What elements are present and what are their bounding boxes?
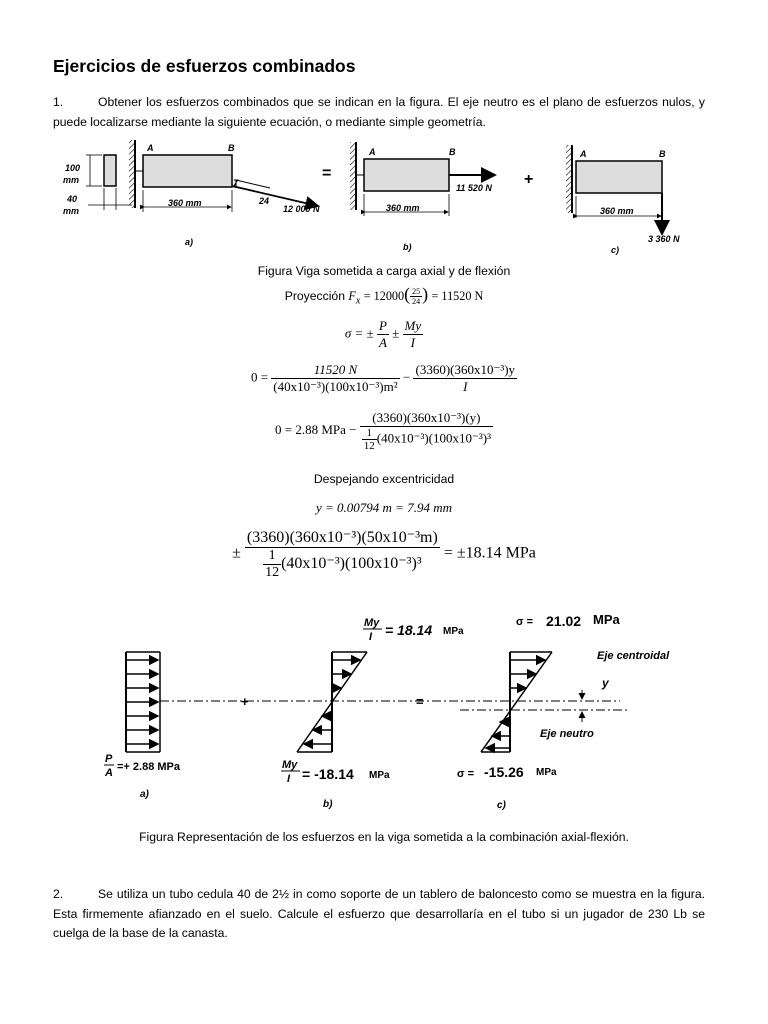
figure-2-caption: Figura Representación de los esfuerzos en la viga sometida a la combinación axial-flexión. xyxy=(139,830,629,844)
y-dimension: y xyxy=(602,676,609,690)
my-over-i xyxy=(403,318,424,351)
eq2-frac1 xyxy=(271,362,399,395)
plus-minus: ± xyxy=(392,325,400,341)
eje-neutro: Eje neutro xyxy=(540,728,594,740)
exercise-1-text: Obtener los esfuerzos combinados que se indican en la figura. El eje neutro es el plano de esfuerzos nulos, y puede localizarse mediante la siguiente ecuación, o mediante simple geometría. xyxy=(53,95,705,129)
fx-subscript: x xyxy=(355,295,361,307)
eq5-den-frac-den: 12 xyxy=(265,565,280,580)
label-b-2: B xyxy=(449,147,456,157)
exercise-2-statement xyxy=(53,885,705,944)
label-b-1: B xyxy=(228,143,235,153)
label-b-3: B xyxy=(659,149,666,159)
projection-equation: Proyección $F_x = 12000$( $\frac{25}{24}$ ) = 11520 N xyxy=(284,284,484,307)
bending-stress-triangle xyxy=(297,652,367,752)
sigma-lhs: σ = ± xyxy=(344,325,374,341)
eje-centroidal: Eje centroidal xyxy=(597,650,670,662)
plus-sign-2: + xyxy=(241,694,249,709)
neutral-axis-equation xyxy=(0,362,768,395)
plus-sign: + xyxy=(524,171,534,188)
figure-1-caption: Figura Viga sometida a carga axial y de flexión xyxy=(257,264,511,278)
dim-width: 40 xyxy=(67,194,78,204)
eq5-frac xyxy=(245,527,440,581)
caption-2a: a) xyxy=(140,789,149,800)
my-num: My xyxy=(404,318,422,333)
my-bot-value: = -18.14 xyxy=(302,766,354,782)
exercise-2-number: 2. xyxy=(53,887,64,901)
sigma-bot-label: σ = xyxy=(457,768,475,780)
my-bot-unit: MPa xyxy=(369,770,390,781)
eq5-rhs: = ±18.14 MPa xyxy=(443,544,536,562)
eq2-frac2 xyxy=(413,362,517,395)
eq3-lhs: 0 = 2.88 MPa − xyxy=(275,421,357,437)
pa-den: A xyxy=(105,767,113,779)
eq2-minus: − xyxy=(402,369,411,385)
pa-num: P xyxy=(105,753,113,765)
eq5-den-frac-num: 1 xyxy=(263,548,281,565)
p-num: P xyxy=(378,318,387,333)
my-top-value: = 18.14 xyxy=(385,622,433,638)
caption-a: a) xyxy=(185,237,194,247)
beam-a xyxy=(129,140,318,212)
label-a-2: A xyxy=(369,147,376,157)
equals-sign: = xyxy=(322,165,332,182)
exercise-2-text: Se utiliza un tubo cedula 40 de 2½ in como soporte de un tablero de baloncesto como se muestra en la figura. Esta firmemente afianzado en el suelo. Calcule el esfuerzo que desarrollaría en el tubo si un jugador de 230 Lb se cuelga de la base de la canasta. xyxy=(53,887,705,940)
sigma-bot-value: -15.26 xyxy=(484,764,524,780)
stress-diagram xyxy=(0,604,768,816)
my-top-den: I xyxy=(369,631,373,643)
eq2-den2: I xyxy=(463,379,468,394)
slope-7: 7 xyxy=(233,178,239,188)
eq2-lhs: 0 = xyxy=(250,369,269,385)
label-a-1: A xyxy=(147,143,154,153)
dim-height: 100 xyxy=(65,163,81,173)
dim-width-unit: mm xyxy=(63,206,80,216)
proj-fraction xyxy=(410,287,422,306)
eq3-num: (3360)(360x10⁻³)(y) xyxy=(360,410,493,427)
eq2-num1: 11520 N xyxy=(271,362,399,379)
eq3-frac xyxy=(360,410,493,452)
caption-b: b) xyxy=(403,242,412,252)
bending-stress-equation xyxy=(0,527,768,581)
eq3-den-rest: (40x10⁻³)(100x10⁻³)³ xyxy=(376,430,491,446)
eq5-num: (3360)(360x10⁻³)(50x10⁻³m) xyxy=(246,529,438,546)
caption-c: c) xyxy=(611,245,620,255)
eq3-den-frac-num: 1 xyxy=(362,427,377,440)
eq2-den1: (40x10⁻³)(100x10⁻³)m² xyxy=(273,379,398,394)
proj-result: = 11520 N xyxy=(431,289,484,303)
length-2: 360 mm xyxy=(386,203,420,213)
i-den: I xyxy=(410,335,415,350)
axial-load: 11 520 N xyxy=(456,183,492,193)
eq5-den xyxy=(245,548,440,581)
a-den: A xyxy=(378,335,387,350)
eccentricity-equation xyxy=(0,410,768,452)
sigma-top-label: σ = xyxy=(516,616,534,628)
eq2-num2: (3360)(360x10⁻³)y xyxy=(415,362,516,377)
my-bot-num: My xyxy=(282,759,298,771)
equals-sign-2: = xyxy=(416,694,424,709)
proj-frac-num: 25 xyxy=(412,287,421,297)
beam-figure xyxy=(0,138,768,260)
sigma-formula xyxy=(0,318,768,351)
eq3-den-frac-den: 12 xyxy=(363,440,375,452)
sigma-top-value: 21.02 xyxy=(546,613,582,629)
sigma-bot-unit: MPa xyxy=(536,767,557,778)
projection-label: Proyección xyxy=(284,289,345,303)
dim-height-unit: mm xyxy=(63,175,80,185)
despejando-text: Despejando excentricidad xyxy=(313,472,455,486)
proj-frac-den: 24 xyxy=(412,297,421,307)
my-top-num: My xyxy=(364,617,380,629)
exercise-1-statement xyxy=(53,93,705,132)
eq3-den xyxy=(360,427,493,452)
sigma-top-unit: MPa xyxy=(593,612,620,627)
proj-equals: = 12000 xyxy=(363,289,405,303)
slope-24: 24 xyxy=(259,196,270,206)
label-a-3: A xyxy=(580,149,587,159)
my-top-unit: MPa xyxy=(443,626,464,637)
my-bot-den: I xyxy=(287,773,291,785)
exercise-1-number: 1. xyxy=(53,95,64,109)
fx-symbol xyxy=(348,289,361,307)
pa-value: =+ 2.88 MPa xyxy=(117,761,180,773)
length-1: 360 mm xyxy=(168,198,202,208)
length-3: 360 mm xyxy=(600,206,634,216)
fx-letter: F xyxy=(348,289,356,303)
caption-2c: c) xyxy=(497,800,506,811)
p-over-a xyxy=(377,318,389,351)
eq5-pm: ± xyxy=(232,544,241,562)
page-title: Ejercicios de esfuerzos combinados xyxy=(53,56,356,76)
load-12000: 12 000 N xyxy=(283,204,320,214)
shear-load: 3 360 N xyxy=(648,234,680,244)
caption-2b: b) xyxy=(323,799,333,810)
eq5-den-rest: (40x10⁻³)(100x10⁻³)³ xyxy=(281,555,422,573)
y-result: y = 0.00794 m = 7.94 mm xyxy=(316,500,452,515)
uniform-stress-block xyxy=(126,652,160,752)
cross-section xyxy=(86,155,132,210)
